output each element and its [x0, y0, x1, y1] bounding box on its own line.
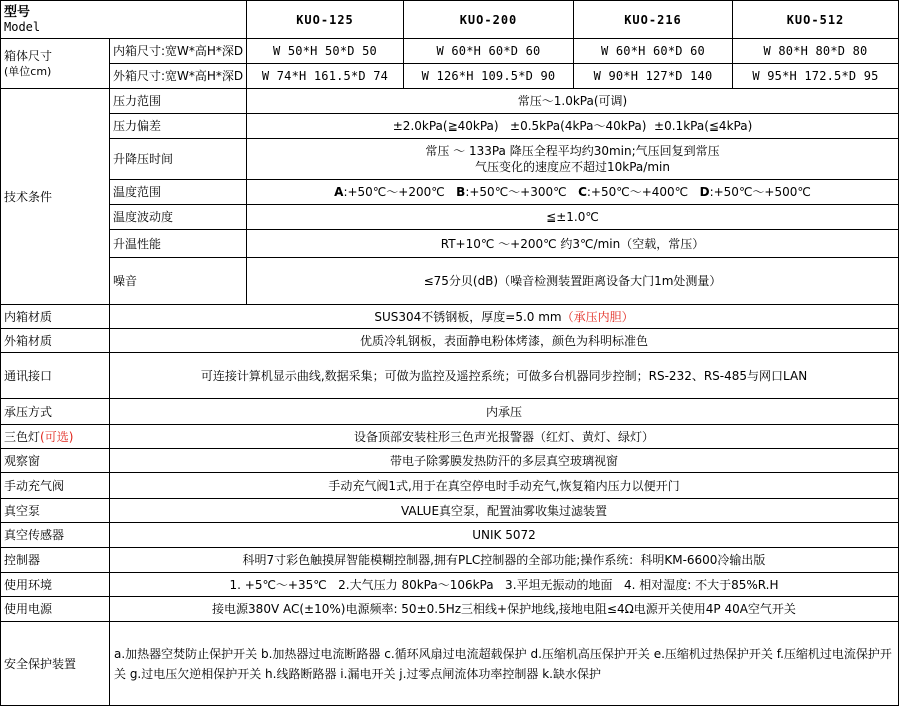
pressure-deviation-label: 压力偏差 — [110, 114, 247, 139]
model-title: 型号 — [4, 4, 31, 20]
sensor-value: UNIK 5072 — [110, 523, 899, 548]
inner-material-cell — [110, 305, 899, 329]
temp-range-text: :+50℃～+300℃ — [465, 185, 567, 199]
power-value: 接电源380V AC(±10%)电源频率: 50±0.5Hz三相线+保护地线,接地电阻≤4Ω电源开关使用4P 40A空气开关 — [110, 597, 899, 622]
table-row — [1, 573, 899, 597]
table-row — [1, 353, 899, 399]
model-name: KUO-125 — [247, 1, 404, 39]
temp-range-text: :+50℃～+500℃ — [709, 185, 811, 199]
outer-size-value: W 74*H 161.5*D 74 — [247, 64, 404, 89]
tricolor-optional-note: (可选) — [40, 429, 74, 444]
table-row — [1, 305, 899, 329]
noise-label: 噪音 — [110, 258, 247, 305]
controller-value: 科明7寸彩色触摸屏智能模糊控制器,拥有PLC控制器的全部功能;操作系统：科明KM-6600冷输出版 — [110, 548, 899, 573]
pressure-time-cell — [247, 139, 899, 180]
table-row — [1, 449, 899, 473]
env-value: 1. +5℃～+35℃ 2.大气压力 80kPa～106kPa 3.平坦无振动的地面 4. 相对湿度: 不大于85%R.H — [110, 573, 899, 597]
table-row — [1, 548, 899, 573]
cabinet-size-label: 箱体尺寸 — [4, 48, 53, 63]
temp-range-key: B — [456, 185, 466, 199]
model-name: KUO-216 — [574, 1, 733, 39]
power-label: 使用电源 — [1, 597, 110, 622]
pressure-deviation-value: ±2.0kPa(≧40kPa) ±0.5kPa(4kPa～40kPa) ±0.1kPa(≦4kPa) — [247, 114, 899, 139]
inner-material-label: 内箱材质 — [1, 305, 110, 329]
valve-label: 手动充气阀 — [1, 473, 110, 499]
noise-value: ≤75分贝(dB)（噪音检测装置距离设备大门1m处测量） — [247, 258, 899, 305]
pressure-mode-value: 内承压 — [110, 399, 899, 425]
pressure-mode-label: 承压方式 — [1, 399, 110, 425]
temp-range-value — [247, 180, 899, 205]
cabinet-size-unit: (单位cm) — [4, 64, 52, 78]
table-row — [1, 39, 899, 64]
pressure-time-line2: 气压变化的速度应不超过10kPa/min — [475, 160, 670, 174]
pressure-range-label: 压力范围 — [110, 89, 247, 114]
pressure-time-label: 升降压时间 — [110, 139, 247, 180]
table-row — [1, 180, 899, 205]
heating-value: RT+10℃ ～+200℃ 约3℃/min（空载，常压） — [247, 230, 899, 258]
table-row — [1, 205, 899, 230]
temp-range-label: 温度范围 — [110, 180, 247, 205]
outer-material-value: 优质冷轧钢板，表面静电粉体烤漆，颜色为科明标准色 — [110, 329, 899, 353]
inner-size-value: W 60*H 60*D 60 — [404, 39, 574, 64]
inner-material-value: SUS304不锈钢板，厚度=5.0 mm — [374, 309, 562, 324]
table-row — [1, 523, 899, 548]
table-row — [1, 399, 899, 425]
pump-value: VALUE真空泵，配置油雾收集过滤装置 — [110, 499, 899, 523]
table-row — [1, 499, 899, 523]
outer-size-value: W 95*H 172.5*D 95 — [733, 64, 899, 89]
inner-size-value: W 50*H 50*D 50 — [247, 39, 404, 64]
tech-label: 技术条件 — [1, 89, 110, 305]
pump-label: 真空泵 — [1, 499, 110, 523]
outer-size-value: W 126*H 109.5*D 90 — [404, 64, 574, 89]
cabinet-size-label-cell — [1, 39, 110, 89]
table-row — [1, 114, 899, 139]
table-row — [1, 89, 899, 114]
temp-fluctuation-label: 温度波动度 — [110, 205, 247, 230]
table-row — [1, 597, 899, 622]
valve-value: 手动充气阀1式,用于在真空停电时手动充气,恢复箱内压力以便开门 — [110, 473, 899, 499]
outer-size-label: 外箱尺寸:宽W*高H*深D — [110, 64, 247, 89]
temp-range-key: D — [699, 185, 710, 199]
safety-label: 安全保护装置 — [1, 622, 110, 706]
model-header-cell — [1, 1, 247, 39]
pressure-range-value: 常压～1.0kPa(可调) — [247, 89, 899, 114]
table-row — [1, 139, 899, 180]
pressure-time-line1: 常压 ～ 133Pa 降压全程平均约30min;气压回复到常压 — [425, 144, 720, 158]
model-subtitle: Model — [4, 19, 41, 34]
tricolor-value: 设备顶部安装柱形三色声光报警器（红灯、黄灯、绿灯） — [110, 425, 899, 449]
window-value: 带电子除雾膜发热防汗的多层真空玻璃视窗 — [110, 449, 899, 473]
tricolor-label-cell — [1, 425, 110, 449]
table-row — [1, 473, 899, 499]
inner-size-value: W 60*H 60*D 60 — [574, 39, 733, 64]
comm-label: 通讯接口 — [1, 353, 110, 399]
temp-fluctuation-value: ≦±1.0℃ — [247, 205, 899, 230]
model-name: KUO-200 — [404, 1, 574, 39]
heating-label: 升温性能 — [110, 230, 247, 258]
comm-value: 可连接计算机显示曲线,数据采集；可做为监控及遥控系统；可做多台机器同步控制；RS-232、RS-485与网口LAN — [110, 353, 899, 399]
safety-value: a.加热器空焚防止保护开关 b.加热器过电流断路器 c.循环风扇过电流超载保护 d.压缩机高压保护开关 e.压缩机过热保护开关 f.压缩机过电流保护开关 g.过电压欠逆相保护开关 h.线路断路器 i.漏电开关 j.过零点闸流体功率控制器 k.缺水保护 — [110, 622, 899, 706]
table-row — [1, 622, 899, 706]
outer-size-value: W 90*H 127*D 140 — [574, 64, 733, 89]
temp-range-text: :+50℃～+200℃ — [343, 185, 445, 199]
table-row — [1, 258, 899, 305]
table-row — [1, 425, 899, 449]
temp-range-text: :+50℃～+400℃ — [586, 185, 689, 199]
tricolor-label: 三色灯 — [4, 429, 41, 444]
env-label: 使用环境 — [1, 573, 110, 597]
sensor-label: 真空传感器 — [1, 523, 110, 548]
table-row — [1, 64, 899, 89]
inner-size-value: W 80*H 80*D 80 — [733, 39, 899, 64]
inner-size-label: 内箱尺寸:宽W*高H*深D — [110, 39, 247, 64]
outer-material-label: 外箱材质 — [1, 329, 110, 353]
header-row — [1, 1, 899, 39]
model-name: KUO-512 — [733, 1, 899, 39]
inner-material-note: （承压内胆） — [561, 309, 634, 324]
table-row — [1, 329, 899, 353]
temp-range-key: A — [334, 185, 344, 199]
table-row — [1, 230, 899, 258]
temp-range-key: C — [578, 185, 587, 199]
controller-label: 控制器 — [1, 548, 110, 573]
window-label: 观察窗 — [1, 449, 110, 473]
